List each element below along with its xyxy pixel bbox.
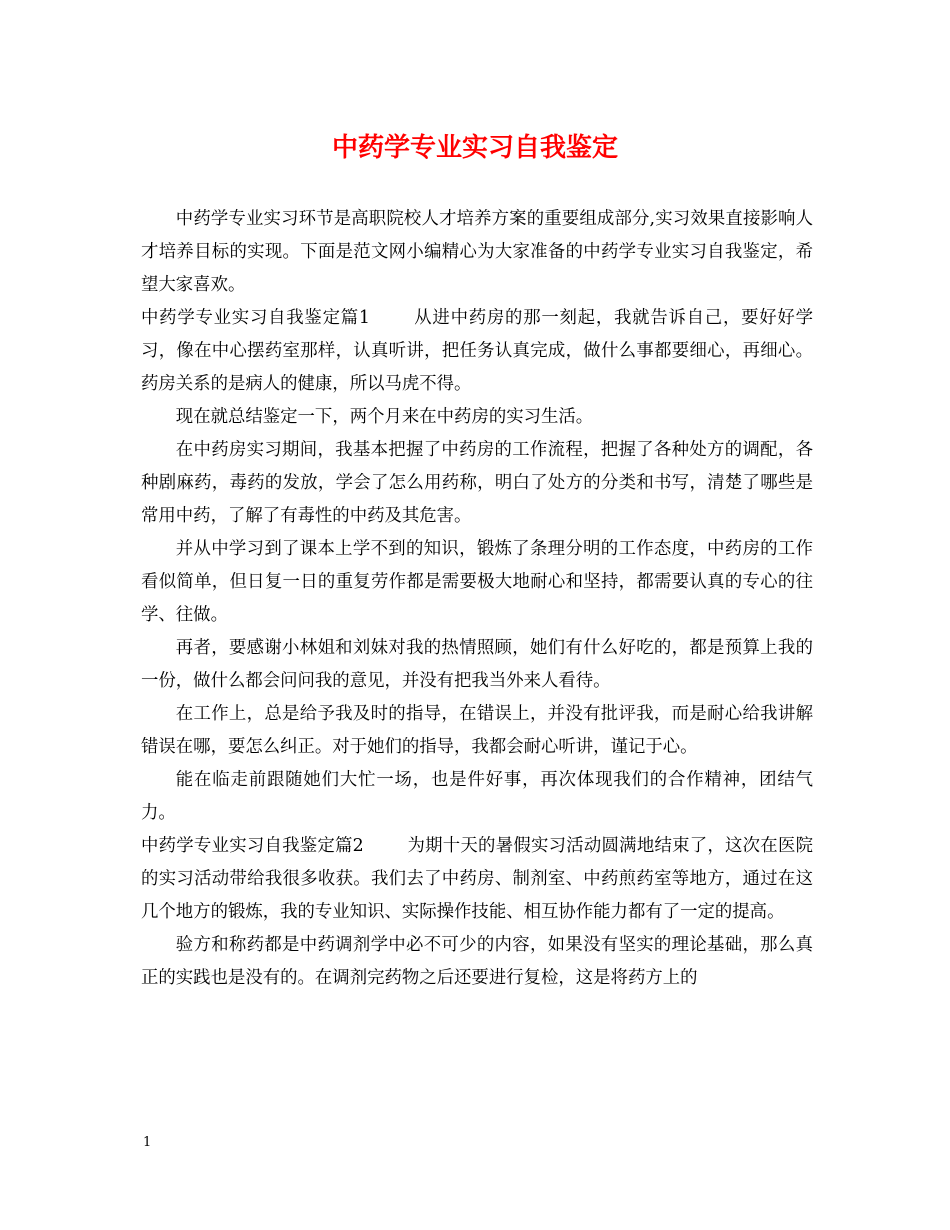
paragraph-section-2 — [141, 830, 813, 929]
section-2-text: 为期十天的暑假实习活动圆满地结束了，这次在医院的实习活动带给我很多收获。我们去了中药房、制剂室、中药煎药室等地方，通过在这几个地方的锻炼，我的专业知识、实际操作技能、相互协作能力都有了一定的提高。 — [141, 836, 813, 922]
section-1-text: 从进中药房的那一刻起，我就告诉自己，要好好学习，像在中心摆药室那样，认真听讲，把任务认真完成，做什么事都要细心，再细心。药房关系的是病人的健康，所以马虎不得。 — [141, 308, 813, 394]
paragraph: 在工作上，总是给予我及时的指导，在错误上，并没有批评我，而是耐心给我讲解错误在哪，要怎么纠正。对于她们的指导，我都会耐心听讲，谨记于心。 — [141, 704, 813, 757]
paragraph: 现在就总结鉴定一下，两个月来在中药房的实习生活。 — [175, 407, 594, 427]
paragraph: 在中药房实习期间，我基本把握了中药房的工作流程，把握了各种处方的调配，各种剧麻药，毒药的发放，学会了怎么用药称，明白了处方的分类和书写，清楚了哪些是常用中药，了解了有毒性的中药及其危害。 — [141, 440, 813, 526]
paragraph-section-1 — [141, 302, 813, 401]
paragraph: 并从中学习到了课本上学不到的知识，锻炼了条理分明的工作态度，中药房的工作看似简单，但日复一日的重复劳作都是需要极大地耐心和坚持，都需要认真的专心的往学、往做。 — [141, 539, 813, 625]
paragraph: 再者，要感谢小林姐和刘妹对我的热情照顾，她们有什么好吃的，都是预算上我的一份，做什么都会问问我的意见，并没有把我当外来人看待。 — [141, 638, 813, 691]
page-number: 1 — [143, 1135, 152, 1150]
document-body — [141, 203, 813, 995]
paragraph-intro: 中药学专业实习环节是高职院校人才培养方案的重要组成部分,实习效果直接影响人才培养目标的实现。下面是范文网小编精心为大家准备的中药学专业实习自我鉴定，希望大家喜欢。 — [141, 209, 813, 295]
paragraph: 验方和称药都是中药调剂学中必不可少的内容，如果没有坚实的理论基础，那么真正的实践也是没有的。在调剂完药物之后还要进行复检，这是将药方上的 — [141, 935, 813, 988]
section-heading-2: 中药学专业实习自我鉴定篇2 — [141, 836, 364, 856]
paragraph: 能在临走前跟随她们大忙一场，也是件好事，再次体现我们的合作精神，团结气力。 — [141, 770, 813, 823]
section-heading-1: 中药学专业实习自我鉴定篇1 — [141, 308, 370, 328]
document-title: 中药学专业实习自我鉴定 — [331, 133, 618, 163]
